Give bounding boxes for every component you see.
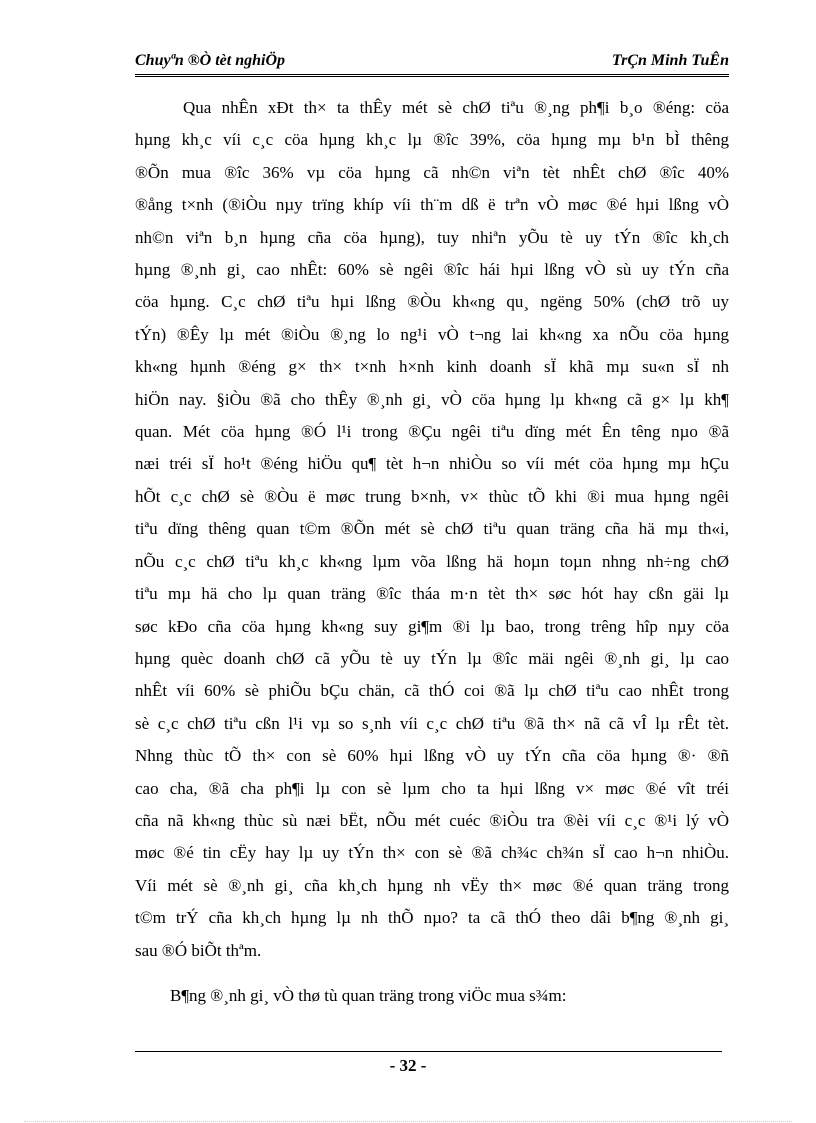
body-text-line: tiªu mµ hä cho lµ quan träng ®îc tháa m·n tèt th× søc hót hay cßn gäi lµ	[135, 584, 729, 604]
body-text-line: cöa hµng. C¸c chØ tiªu hµi lßng ®Òu kh«ng qu¸ ngëng 50% (chØ trõ uy	[135, 292, 729, 312]
body-text-line: sau ®Ó biÕt thªm.	[135, 940, 262, 960]
body-text-line: tiªu dïng thêng quan t©m ®Õn mét sè chØ tiªu quan träng cña hä mµ th«i,	[135, 519, 729, 539]
body-text-line: t©m trÝ cña kh¸ch hµng lµ nh thÕ nµo? ta cã thÓ theo dâi b¶ng ®¸nh gi¸	[135, 908, 729, 928]
body-text-line: nhÊt víi 60% sè phiÕu bÇu chän, cã thÓ coi ®ã lµ chØ tiªu cao nhÊt trong	[135, 681, 729, 701]
page-header	[135, 48, 729, 74]
body-text-line: ®Õn mua ®îc 36% vµ cöa hµng cã nh©n viªn tèt nhÊt chØ ®îc 40%	[135, 162, 729, 182]
body-text-line: møc ®é tin cËy hay lµ uy tÝn th× con sè ®ã ch¾c ch¾n sÏ cao h¬n nhiÒu.	[135, 843, 729, 863]
body-text-line: hµng quèc doanh chØ cã yÕu tè uy tÝn lµ ®îc mäi ngêi ®¸nh gi¸ lµ cao	[135, 648, 729, 668]
body-text-line: hÕt c¸c chØ sè ®Òu ë møc trung b×nh, v× thùc tÕ khi ®i mua hµng ngêi	[135, 486, 729, 506]
body-text-line: tÝn) ®Êy lµ mét ®iÒu ®¸ng lo ng¹i vÒ t¬ng lai kh«ng xa nÕu cöa hµng	[135, 324, 729, 344]
body-text-line: hµng kh¸c víi c¸c cöa hµng kh¸c lµ ®îc 39%, cöa hµng mµ b¹n bÌ thêng	[135, 130, 729, 150]
body-text-line: ®ång t×nh (®iÒu nµy trïng khíp víi th¨m dß ë trªn vÒ møc ®é hµi lßng vÒ	[135, 195, 729, 215]
body-text-line: nÕu c¸c chØ tiªu kh¸c kh«ng lµm võa lßng hä hoµn toµn nhng nh÷ng chØ	[135, 551, 729, 571]
header-document-title: Chuyªn ®Ò tèt nghiÖp	[135, 52, 286, 69]
body-text-line: sè c¸c chØ tiªu cßn l¹i vµ so s¸nh víi c¸c chØ tiªu ®ã th× nã cã vÎ lµ rÊt tèt.	[135, 713, 729, 733]
footer-divider	[135, 1051, 722, 1052]
body-text-line: Víi mét sè ®¸nh gi¸ cña kh¸ch hµng nh vËy th× møc ®é quan träng trong	[135, 875, 729, 895]
body-paragraph	[135, 92, 729, 967]
page-bottom-border	[24, 1121, 792, 1122]
body-text-line: hiÖn nay. §iÒu ®ã cho thÊy ®¸nh gi¸ vÒ cöa hµng lµ kh«ng cã g× lµ kh¶	[135, 389, 729, 409]
body-text-line: cao cha, ®ã cha ph¶i lµ con sè lµm cho ta hµi lßng v× møc ®é vît tréi	[135, 778, 729, 798]
body-text-line: næi tréi sÏ ho¹t ®éng hiÖu qu¶ tèt h¬n nhiÒu so víi mét cöa hµng mµ hÇu	[135, 454, 729, 474]
body-text-line: hµng ®¸nh gi¸ cao nhÊt: 60% sè ngêi ®îc hái hµi lßng vÒ sù uy tÝn cña	[135, 260, 729, 280]
body-text-line: Nhng thùc tÕ th× con sè 60% hµi lßng vÒ uy tÝn cña cöa hµng ®· ®ñ	[135, 746, 729, 766]
table-caption: B¶ng ®¸nh gi¸ vÒ thø tù quan träng trong viÖc mua s¾m:	[170, 986, 567, 1005]
body-text-line: cña nã kh«ng thùc sù næi bËt, nÕu mét cuéc ®iÒu tra ®èi víi c¸c ®¹i lý vÒ	[135, 810, 729, 830]
header-divider	[135, 74, 729, 77]
main-text	[135, 92, 729, 967]
body-text-line: søc kÐo cña cöa hµng kh«ng suy gi¶m ®i lµ bao, trong trêng hîp nµy cöa	[135, 616, 729, 636]
body-text-line: nh©n viªn b¸n hµng cña cöa hµng), tuy nhiªn yÕu tè uy tÝn ®îc kh¸ch	[135, 227, 729, 247]
body-text-line: kh«ng hµnh ®éng g× th× t×nh h×nh kinh doanh sÏ khã mµ su«n sÏ nh	[135, 357, 729, 377]
body-text-line: quan. Mét cöa hµng ®Ó l¹i trong ®Çu ngêi tiªu dïng mét Ên têng nµo ®ã	[135, 422, 729, 442]
body-text-line: Qua nhÊn xÐt th× ta thÊy mét sè chØ tiªu ®¸ng ph¶i b¸o ®éng: cöa	[183, 98, 729, 117]
page-number: - 32 -	[389, 1056, 427, 1075]
header-author-name: TrÇn Minh TuÊn	[611, 52, 729, 69]
